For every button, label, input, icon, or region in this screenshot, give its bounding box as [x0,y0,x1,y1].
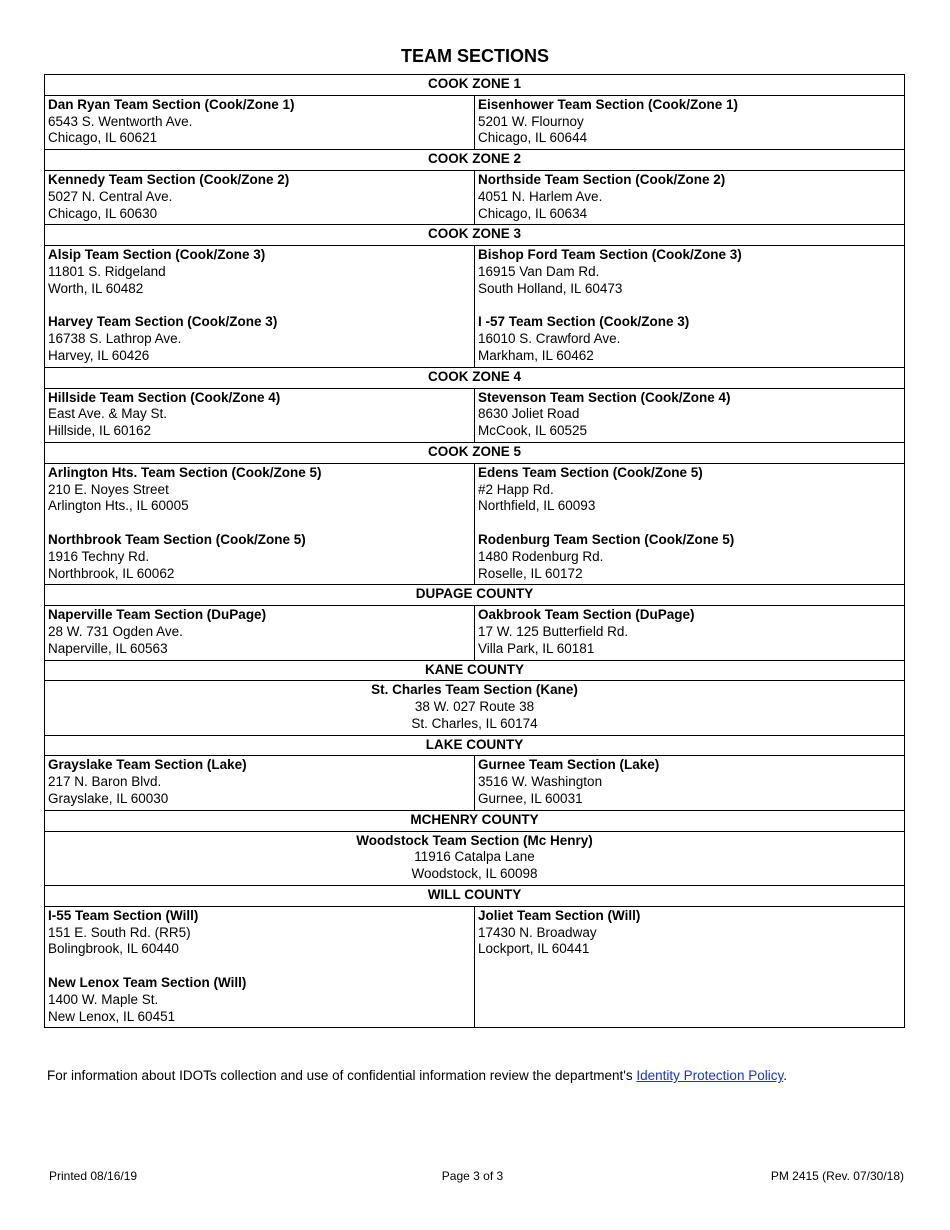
team-section-name: I-55 Team Section (Will) [48,907,199,923]
zone-cell-center [45,681,905,735]
team-section-street: 16010 S. Crawford Ave. [478,331,621,347]
team-section-entry [48,172,471,222]
team-section-city: Bolingbrook, IL 60440 [48,941,179,957]
team-section-entry [48,908,471,958]
team-section-street: 1916 Techny Rd. [48,548,150,564]
zone-header: COOK ZONE 1 [45,75,905,96]
team-section-name: Dan Ryan Team Section (Cook/Zone 1) [48,96,295,112]
zone-cell-right [475,606,905,660]
zone-cell-right [475,463,905,585]
identity-protection-policy-link[interactable]: Identity Protection Policy [636,1068,784,1083]
zone-entries-row [45,95,905,149]
team-section-entry [478,757,901,807]
zone-header-row [45,735,905,756]
team-section-street: 1400 W. Maple St. [48,991,159,1007]
zone-header-row [45,225,905,246]
team-section-name: Eisenhower Team Section (Cook/Zone 1) [478,96,739,112]
team-section-city: Northfield, IL 60093 [478,498,596,514]
team-section-city: Chicago, IL 60630 [48,205,158,221]
team-section-entry [48,247,471,297]
team-section-city: Grayslake, IL 60030 [48,791,169,807]
form-number: PM 2415 (Rev. 07/30/18) [770,1169,904,1183]
zone-header: COOK ZONE 4 [45,367,905,388]
team-section-entry [48,607,471,657]
team-section-city: St. Charles, IL 60174 [411,715,538,731]
team-section-street: 11916 Catalpa Lane [414,849,535,865]
team-section-entry [48,833,901,883]
zone-entries-row [45,681,905,735]
team-section-city: Northbrook, IL 60062 [48,565,175,581]
team-section-entry [478,390,901,440]
team-section-entry [48,975,471,1025]
team-section-name: Arlington Hts. Team Section (Cook/Zone 5) [48,464,322,480]
team-section-city: Harvey, IL 60426 [48,347,150,363]
team-section-name: Rodenburg Team Section (Cook/Zone 5) [478,531,735,547]
team-section-name: Hillside Team Section (Cook/Zone 4) [48,389,281,405]
team-section-entry [478,172,901,222]
team-section-entry [478,465,901,515]
zone-cell-left [45,170,475,224]
zone-header-row [45,585,905,606]
team-section-entry [48,757,471,807]
zone-cell-left [45,388,475,442]
zone-cell-right [475,756,905,810]
team-section-street: 1480 Rodenburg Rd. [478,548,604,564]
zone-cell-right [475,246,905,368]
team-section-name: St. Charles Team Section (Kane) [371,682,578,698]
team-section-street: 4051 N. Harlem Ave. [478,188,603,204]
zone-header: COOK ZONE 2 [45,150,905,171]
team-section-entry [478,314,901,364]
zone-cell-left [45,606,475,660]
zone-header-row [45,886,905,907]
zone-cell-left [45,906,475,1028]
team-section-entry [48,465,471,515]
team-section-street: 17 W. 125 Butterfield Rd. [478,623,629,639]
team-section-name: Oakbrook Team Section (DuPage) [478,607,695,623]
team-sections-body [45,75,905,1028]
team-section-name: Northside Team Section (Cook/Zone 2) [478,171,726,187]
team-section-street: #2 Happ Rd. [478,481,554,497]
zone-cell-right [475,95,905,149]
zone-entries-row [45,388,905,442]
page-title: TEAM SECTIONS [400,46,549,66]
team-section-name: Kennedy Team Section (Cook/Zone 2) [48,171,290,187]
team-section-city: Naperville, IL 60563 [48,640,168,656]
footnote-text: For information about IDOTs collection and use of confidential information review the department's [47,1068,637,1083]
zone-entries-row [45,906,905,1028]
team-section-street: 3516 W. Washington [478,774,603,790]
team-section-city: Markham, IL 60462 [478,347,594,363]
team-section-street: 28 W. 731 Ogden Ave. [48,623,183,639]
zone-header-row [45,810,905,831]
printed-date: Printed 08/16/19 [49,1169,138,1183]
zone-cell-right [475,906,905,1028]
zone-entries-row [45,246,905,368]
zone-header-row [45,367,905,388]
team-section-street: 210 E. Noyes Street [48,481,169,497]
team-section-street: East Ave. & May St. [48,406,168,422]
team-section-name: Grayslake Team Section (Lake) [48,757,247,773]
identity-protection-note [47,1068,787,1083]
zone-entries-row [45,831,905,885]
zone-header-row [45,150,905,171]
zone-cell-right [475,170,905,224]
team-section-entry [48,97,471,147]
team-section-city: South Holland, IL 60473 [478,280,623,296]
team-section-name: Woodstock Team Section (Mc Henry) [356,832,593,848]
team-section-street: 6543 S. Wentworth Ave. [48,113,193,129]
team-section-city: Worth, IL 60482 [48,280,144,296]
footnote-period: . [783,1068,787,1083]
team-section-city: Chicago, IL 60634 [478,205,588,221]
zone-cell-right [475,388,905,442]
team-section-city: Chicago, IL 60621 [48,130,158,146]
team-section-street: 8630 Joliet Road [478,406,580,422]
zone-cell-left [45,463,475,585]
zone-header: DUPAGE COUNTY [45,585,905,606]
team-section-name: Stevenson Team Section (Cook/Zone 4) [478,389,731,405]
team-section-city: Villa Park, IL 60181 [478,640,595,656]
page-number: Page 3 of 3 [441,1169,504,1183]
team-section-city: Woodstock, IL 60098 [411,866,538,882]
team-section-name: New Lenox Team Section (Will) [48,975,247,991]
team-sections-table [44,74,905,1028]
zone-header: COOK ZONE 5 [45,442,905,463]
team-section-name: Naperville Team Section (DuPage) [48,607,267,623]
zone-entries-row [45,756,905,810]
team-section-name: Harvey Team Section (Cook/Zone 3) [48,314,278,330]
team-section-city: Roselle, IL 60172 [478,565,583,581]
team-section-city: Hillside, IL 60162 [48,423,152,439]
team-section-name: Northbrook Team Section (Cook/Zone 5) [48,531,306,547]
team-section-street: 16915 Van Dam Rd. [478,263,600,279]
team-section-street: 11801 S. Ridgeland [48,263,166,279]
team-section-street: 16738 S. Lathrop Ave. [48,331,182,347]
team-section-city: McCook, IL 60525 [478,423,588,439]
team-section-entry [48,532,471,582]
zone-header: WILL COUNTY [45,886,905,907]
zone-header: LAKE COUNTY [45,735,905,756]
zone-header-row [45,442,905,463]
team-section-city: Gurnee, IL 60031 [478,791,583,807]
team-section-entry [48,682,901,732]
team-section-street: 5201 W. Flournoy [478,113,584,129]
team-section-entry [478,97,901,147]
zone-header: MCHENRY COUNTY [45,810,905,831]
team-section-street: 217 N. Baron Blvd. [48,774,162,790]
zone-header-row [45,660,905,681]
team-section-name: Gurnee Team Section (Lake) [478,757,660,773]
zone-cell-left [45,246,475,368]
team-section-city: New Lenox, IL 60451 [48,1008,176,1024]
zone-entries-row [45,606,905,660]
team-section-city: Chicago, IL 60644 [478,130,588,146]
team-section-entry [48,390,471,440]
team-section-city: Lockport, IL 60441 [478,941,590,957]
team-section-entry [478,908,901,958]
team-section-city: Arlington Hts., IL 60005 [48,498,189,514]
team-section-name: Joliet Team Section (Will) [478,907,641,923]
team-section-entry [478,247,901,297]
team-section-name: Alsip Team Section (Cook/Zone 3) [48,247,266,263]
team-section-name: Bishop Ford Team Section (Cook/Zone 3) [478,247,742,263]
zone-cell-left [45,95,475,149]
team-section-name: Edens Team Section (Cook/Zone 5) [478,464,703,480]
zone-entries-row [45,463,905,585]
team-section-entry [478,607,901,657]
team-section-entry [478,532,901,582]
zone-entries-row [45,170,905,224]
zone-header: KANE COUNTY [45,660,905,681]
zone-header-row [45,75,905,96]
team-section-street: 5027 N. Central Ave. [48,188,173,204]
team-section-street: 38 W. 027 Route 38 [414,699,535,715]
zone-cell-center [45,831,905,885]
team-section-name: I -57 Team Section (Cook/Zone 3) [478,314,690,330]
team-section-street: 17430 N. Broadway [478,924,597,940]
team-section-entry [48,314,471,364]
zone-header: COOK ZONE 3 [45,225,905,246]
zone-cell-left [45,756,475,810]
team-section-street: 151 E. South Rd. (RR5) [48,924,191,940]
